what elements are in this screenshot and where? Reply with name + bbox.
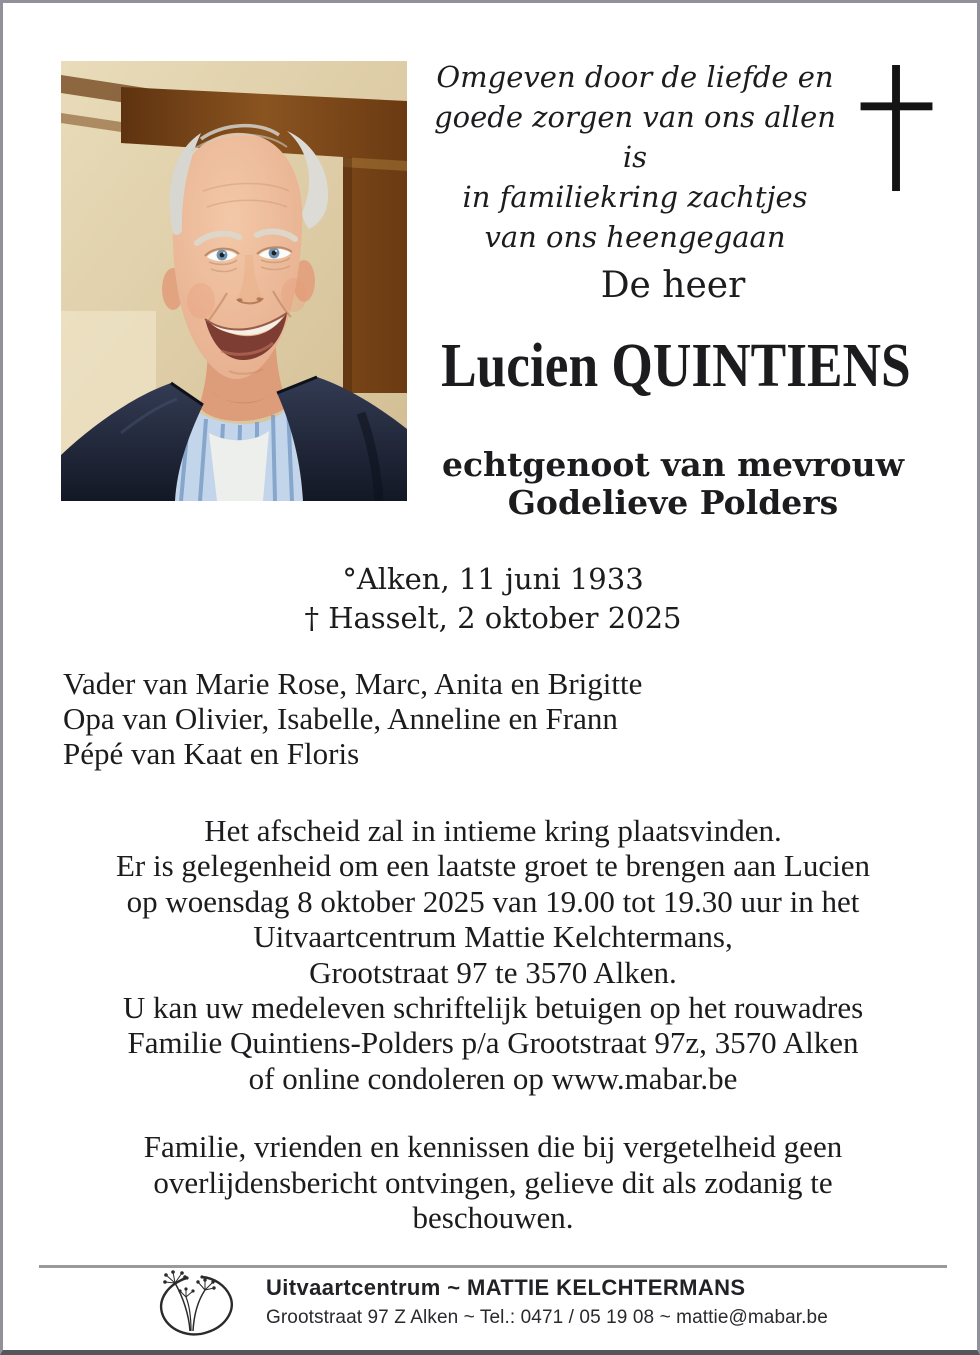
portrait-illustration — [61, 61, 407, 501]
cross-glyph — [859, 65, 935, 193]
announcement-line: op woensdag 8 oktober 2025 van 19.00 tot 19.30 uur in het — [126, 883, 860, 919]
footer — [266, 1275, 906, 1329]
spouse-name: Godelieve Polders — [507, 483, 839, 522]
announcement-line: Het afscheid zal in intieme kring plaatsvinden. — [204, 813, 782, 848]
announcement — [23, 813, 963, 1096]
opening-quote-line: van ons heengegaan — [484, 220, 786, 254]
life-dates — [3, 560, 980, 638]
closing-line: Familie, vrienden en kennissen die bij vergetelheid geen — [143, 1129, 843, 1164]
funeral-home-logo-icon — [153, 1269, 245, 1341]
announcement-line: Uitvaartcentrum Mattie Kelchtermans, — [253, 919, 733, 955]
portrait-photo — [61, 61, 407, 501]
announcement-line: Grootstraat 97 te 3570 Alken. — [309, 954, 677, 990]
announcement-line: Familie Quintiens-Polders p/a Grootstraat 97z, 3570 Alken — [127, 1025, 859, 1061]
salutation: De heer — [600, 265, 746, 306]
closing-line: overlijdensbericht ontvingen, gelieve dit als zodanig te — [153, 1164, 833, 1200]
family-line: Pépé van Kaat en Floris — [63, 736, 360, 771]
announcement-line: U kan uw medeleven schriftelijk betuigen op het rouwadres — [122, 990, 864, 1026]
latin-cross-icon — [859, 65, 935, 193]
announcement-line: of online condoleren op www.mabar.be — [248, 1060, 738, 1096]
spouse-info — [413, 446, 933, 522]
opening-quote — [423, 57, 847, 257]
family-list — [63, 666, 923, 771]
opening-quote-line: in familiekring zachtjes — [462, 180, 808, 214]
closing-line: beschouwen. — [412, 1200, 574, 1235]
funeral-home-name: Uitvaartcentrum ~ MATTIE KELCHTERMANS — [266, 1275, 746, 1300]
footer-divider — [39, 1265, 947, 1268]
death-date: † Hasselt, 2 oktober 2025 — [304, 601, 682, 635]
opening-quote-line: Omgeven door de liefde en — [436, 60, 834, 94]
announcement-line: Er is gelegenheid om een laatste groet te brengen aan Lucien — [115, 848, 870, 884]
spouse-line: echtgenoot van mevrouw — [441, 445, 905, 484]
family-line: Vader van Marie Rose, Marc, Anita en Brigitte — [63, 666, 643, 701]
family-line: Opa van Olivier, Isabelle, Anneline en Frann — [63, 701, 618, 736]
funeral-home-address: Grootstraat 97 Z Alken ~ Tel.: 0471 / 05 19 08 ~ mattie@mabar.be — [266, 1307, 828, 1328]
deceased-name: Lucien QUINTIENS — [441, 332, 911, 400]
closing-note — [43, 1129, 943, 1236]
flower-sketch-logo — [153, 1269, 245, 1341]
birth-date: °Alken, 11 juni 1933 — [342, 562, 644, 596]
opening-quote-line: goede zorgen van ons allen is — [434, 100, 836, 174]
